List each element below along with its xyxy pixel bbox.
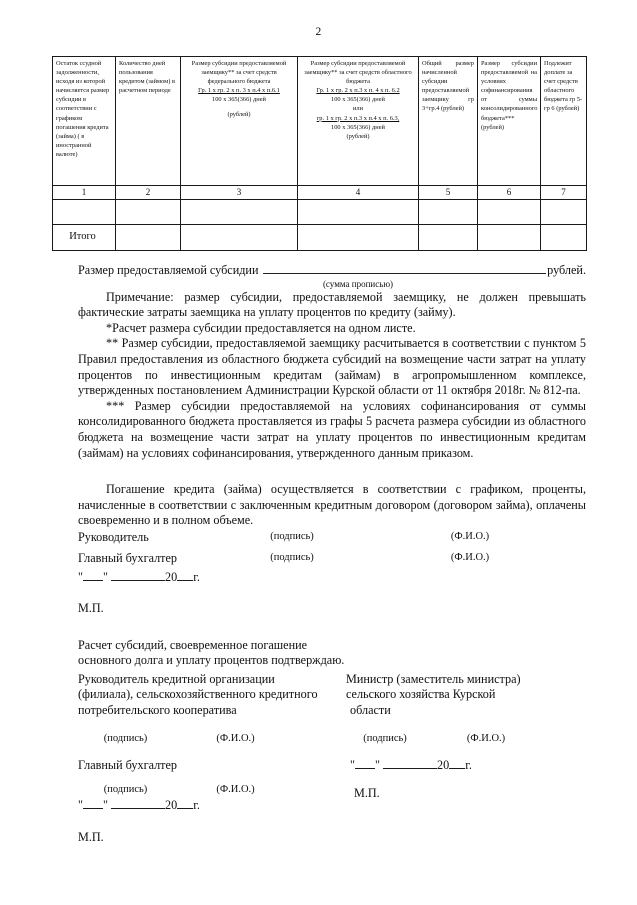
header-3-formula: Гр. 1 х гр. 2 х п. 3 х п.4 х п.6.1	[198, 87, 280, 95]
footnote-two: ** Размер субсидии, предоставляемой заемщику расчитывается в соответствии с пунктом 5 Правил предоставления из областного бюджета субсидий на возмещение части затрат на уплату процентов по инвестиционным кредитам (займам) в агропромышленном комплексе, утвержденных постановлением Администрации Курской области от 11 октября 2018г. № 812-па.	[78, 336, 586, 398]
left-date-year-suffix: г.	[193, 798, 200, 812]
date-year-suffix: г.	[193, 570, 200, 584]
accountant-fio-caption: (Ф.И.О.)	[450, 552, 490, 563]
column-number-6: 6	[478, 186, 541, 200]
column-number-1: 1	[53, 186, 116, 200]
credit-org-signature-row	[78, 728, 346, 746]
confirmation-line-1: Расчет субсидий, своевременное погашение	[78, 638, 308, 652]
head-role-label: Руководитель	[78, 530, 149, 544]
table-header-row	[53, 57, 587, 186]
header-3-title: Размер субсидии предоставляемой заемщику** за счет средств федерального бюджета	[191, 60, 287, 86]
header-4-denominator-2: 100 х 365(366) дней	[331, 123, 385, 131]
right-date-month-field[interactable]	[383, 758, 437, 769]
primary-date-line[interactable]	[78, 570, 588, 585]
data-cell-2[interactable]	[116, 200, 181, 225]
credit-org-signature-caption: (подпись)	[103, 732, 148, 744]
date-day-field[interactable]	[83, 570, 103, 581]
header-4-or: или	[352, 105, 364, 113]
header-4-units: (рублей)	[346, 132, 370, 140]
minister-column	[346, 672, 586, 845]
repayment-paragraph: Погашение кредита (займа) осуществляется в соответствии с графиком, проценты, начисленные в соответствии с заключенным кредитным договором (договором займа), оплачены своевременно и в полном объеме.	[78, 482, 586, 528]
note-paragraph: Примечание: размер субсидии, предоставляемой заемщику, не должен превышать фактические затраты заемщика на уплату процентов по кредиту (займу).	[78, 289, 586, 320]
date-year-prefix: 20	[165, 570, 178, 584]
minister-fio-caption: (Ф.И.О.)	[466, 732, 506, 744]
total-cell-5[interactable]	[419, 225, 478, 251]
head-signature-row	[78, 528, 588, 545]
data-cell-6[interactable]	[478, 200, 541, 225]
left-date-year-prefix: 20	[165, 798, 178, 812]
right-date-year-suffix: г.	[465, 757, 472, 772]
minister-signature-field[interactable]	[346, 728, 424, 746]
date-year-field[interactable]	[177, 570, 193, 581]
total-cell-2[interactable]	[116, 225, 181, 251]
accountant-fio-field[interactable]	[400, 549, 540, 564]
minister-signature-caption: (подпись)	[363, 732, 407, 744]
table-header-cell-7: Подлежит доплате за счет средств областного бюджета гр 5-гр 6 (рублей)	[541, 57, 587, 186]
secondary-accountant-role: Главный бухгалтер	[78, 757, 178, 772]
credit-org-signature-field[interactable]	[78, 728, 173, 746]
date-month-field[interactable]	[111, 570, 165, 581]
table-header-cell-6: Размер субсидии предоставляемой на условиях софинансирования от суммы консолидированного бюджета*** (рублей)	[478, 57, 541, 186]
total-label: Итого	[53, 225, 116, 251]
left-date-quote-close: "	[102, 798, 108, 812]
right-date-day-field[interactable]	[355, 758, 375, 769]
table-header-cell-1: Остаток ссудной задолженности, исходя из которой начисляется размер субсидии в соответствии с графиком погашения кредита (займа) ( в иностранной валюте)	[53, 57, 116, 186]
accountant-signature-row	[78, 549, 588, 566]
header-4-formula-2: гр. 1 х гр. 2 х п.3 х п.4 х п. 6.3,	[316, 114, 400, 122]
confirmation-text	[78, 638, 588, 669]
total-cell-7[interactable]	[541, 225, 587, 251]
subsidy-amount-line	[78, 262, 586, 279]
secondary-accountant-signature-row	[78, 779, 346, 797]
table-row[interactable]	[53, 200, 587, 225]
table-header-cell-4	[298, 57, 419, 186]
column-number-3: 3	[181, 186, 298, 200]
subsidy-amount-input[interactable]	[263, 262, 546, 274]
header-4-formula: Гр. 1 х гр. 2 х п.3 х п. 4 х п. 6.2	[316, 87, 400, 95]
secondary-left-stamp-label: М.П.	[78, 830, 104, 844]
left-date-quote-open: "	[78, 798, 83, 812]
page-number: 2	[315, 26, 322, 38]
secondary-accountant-signature-field[interactable]	[78, 779, 173, 797]
left-date-year-field[interactable]	[177, 798, 193, 809]
accountant-signature-field[interactable]	[232, 549, 352, 564]
accountant-signature-caption: (подпись)	[270, 552, 314, 563]
credit-org-role-line-2: (филиала), сельскохозяйственного кредитного	[78, 687, 318, 702]
paragraph-spacer	[78, 461, 586, 482]
confirmation-line-2: основного долга и уплату процентов подтверждаю.	[78, 653, 345, 668]
secondary-accountant-signature-caption: (подпись)	[103, 784, 148, 795]
secondary-right-date-line[interactable]	[346, 758, 586, 773]
left-date-month-field[interactable]	[111, 798, 165, 809]
footnote-one: *Расчет размера субсидии предоставляется на одном листе.	[106, 320, 416, 335]
credit-organization-column	[78, 672, 346, 845]
subsidy-amount-label: Размер предоставляемой субсидии	[78, 263, 259, 277]
data-cell-3[interactable]	[181, 200, 298, 225]
right-date-year-field[interactable]	[449, 758, 465, 769]
total-cell-3[interactable]	[181, 225, 298, 251]
header-3-denominator: 100 х 365(366) дней	[212, 96, 266, 104]
minister-fio-field[interactable]	[442, 728, 530, 746]
primary-stamp-label: М.П.	[78, 601, 104, 615]
table-column-number-row	[53, 186, 587, 200]
accountant-role-label: Главный бухгалтер	[78, 551, 178, 565]
date-quote-close: "	[102, 570, 108, 584]
header-4-title: Размер субсидии предоставляемой заемщику** за счет средств областного бюджета	[304, 60, 412, 86]
header-4-denominator: 100 х 365(366) дней	[331, 96, 385, 104]
table-header-cell-3	[181, 57, 298, 186]
subsidy-amount-caption: (сумма прописью)	[322, 278, 394, 289]
data-cell-4[interactable]	[298, 200, 419, 225]
left-date-day-field[interactable]	[83, 798, 103, 809]
table-header-cell-2: Количество дней пользования кредитом (займом) в расчетном периоде	[116, 57, 181, 186]
right-date-quote-open: "	[350, 757, 355, 772]
credit-org-role-line-1: Руководитель кредитной организации	[78, 672, 275, 686]
total-cell-4[interactable]	[298, 225, 419, 251]
column-number-2: 2	[116, 186, 181, 200]
secondary-columns	[78, 672, 588, 845]
secondary-accountant-fio-caption: (Ф.И.О.)	[216, 784, 255, 795]
secondary-accountant-fio-field[interactable]	[193, 779, 278, 797]
column-number-4: 4	[298, 186, 419, 200]
column-number-5: 5	[419, 186, 478, 200]
head-signature-field[interactable]	[232, 528, 352, 543]
head-fio-field[interactable]	[400, 528, 540, 543]
data-cell-5[interactable]	[419, 200, 478, 225]
footnote-three: *** Размер субсидии предоставляемой на условиях софинансирования от суммы консолидированного бюджета проставляется из графы 5 расчета размера субсидии из областного бюджета на возмещение части затрат на уплату процентов по инвестиционным кредитам (займам) на условиях софинансирования, утвержденного данным приказом.	[78, 398, 586, 460]
credit-org-fio-field[interactable]	[193, 728, 278, 746]
right-date-quote-close: "	[374, 757, 380, 772]
subsidy-amount-unit: рублей.	[547, 263, 586, 277]
minister-role-line-3: области	[350, 702, 391, 717]
subsidy-calculation-table	[52, 56, 587, 251]
document-body	[78, 262, 586, 529]
credit-org-role-line-3: потребительского кооператива	[78, 702, 237, 717]
data-cell-1[interactable]	[53, 200, 116, 225]
signature-block-secondary	[78, 672, 588, 845]
credit-org-fio-caption: (Ф.И.О.)	[216, 732, 255, 744]
minister-signature-row	[346, 728, 586, 746]
head-signature-caption: (подпись)	[270, 531, 314, 542]
total-cell-6[interactable]	[478, 225, 541, 251]
right-date-year-prefix: 20	[437, 757, 450, 772]
data-cell-7[interactable]	[541, 200, 587, 225]
column-number-7: 7	[541, 186, 587, 200]
secondary-left-date-line[interactable]	[78, 798, 346, 813]
signature-block-primary	[78, 528, 588, 669]
table-header-cell-5: Общий размер начисленной субсидии предоставляемой заемщику гр 3+гр.4 (рублей)	[419, 57, 478, 186]
minister-role-line-1: Министр (заместитель министра)	[346, 672, 521, 686]
head-fio-caption: (Ф.И.О.)	[450, 531, 490, 542]
date-quote-open: "	[78, 570, 83, 584]
table-total-row	[53, 225, 587, 251]
minister-role-line-2: сельского хозяйства Курской	[346, 687, 496, 702]
header-3-units: (рублей)	[227, 111, 251, 119]
secondary-right-stamp-label: М.П.	[354, 785, 380, 800]
